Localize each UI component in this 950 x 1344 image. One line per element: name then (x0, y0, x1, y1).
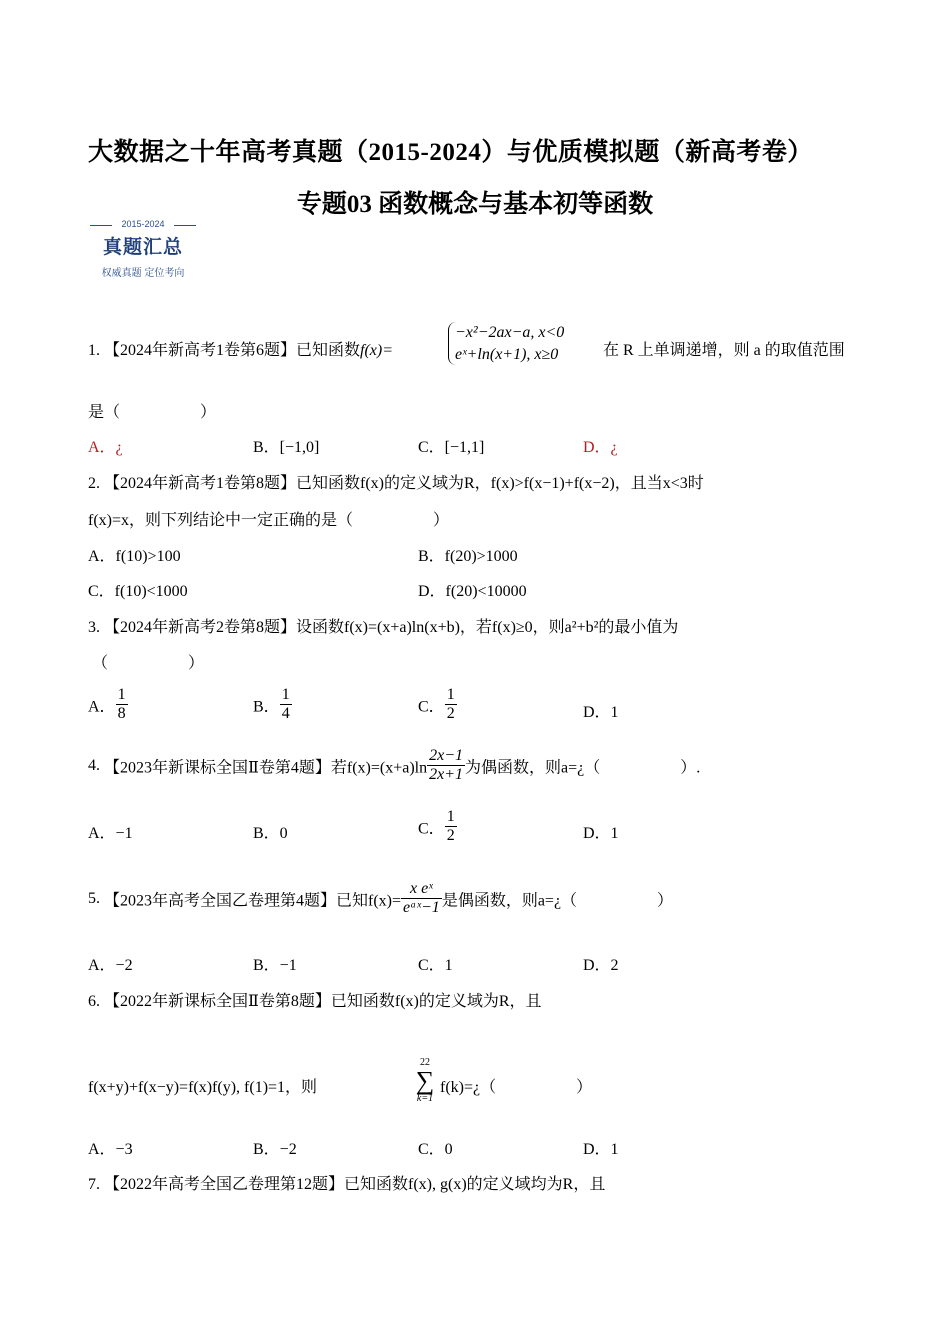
q1-case2: eˣ+ln(x+1), x≥0 (455, 345, 559, 363)
q7-line1 (88, 1171, 605, 1194)
q1-case1: −x²−2ax−a, x<0 (455, 324, 565, 341)
q1-number: 1. (88, 342, 100, 359)
q6-line2a: f(x+y)+f(x−y)=f(x)f(y), f(1)=1，则 (88, 1079, 318, 1096)
q5-option-d[interactable]: D．2 (583, 957, 619, 974)
q2-line2: f(x)=x，则下列结论中一定正确的是（ ） (88, 512, 450, 529)
q3-line1 (88, 614, 678, 637)
q4-pre: 【2023年新课标全国Ⅱ卷第4题】若f(x)=(x+a)ln (104, 759, 428, 777)
q6-number: 6. (88, 993, 100, 1010)
q3-option-a[interactable]: A． $\frac{1}{8}$ (88, 686, 126, 723)
doc-subtitle: 专题03 函数概念与基本初等函数 (296, 191, 654, 218)
q4-option-b[interactable]: B．0 (253, 825, 288, 842)
section-badge (88, 219, 198, 281)
q4-line1 (88, 747, 700, 785)
q6-option-d[interactable]: D．1 (583, 1141, 619, 1158)
badge-title: 真题汇总 (102, 237, 183, 258)
q1-cont: 是（ ） (88, 404, 217, 421)
q4-option-a[interactable]: A．−1 (88, 825, 133, 842)
q1-piecewise (448, 322, 564, 365)
q2-option-c[interactable]: C．f(10)<1000 (88, 583, 188, 600)
q1-fx: f(x)= (360, 342, 394, 359)
q1-post: 在 R 上单调递增，则 a 的取值范围 (603, 342, 845, 359)
q4-option-d[interactable]: D．1 (583, 825, 619, 842)
q2-text1: 【2024年新高考1卷第8题】已知函数f(x)的定义域为R，f(x)>f(x−1)+f(x−2)，且当x<3时 (104, 475, 704, 492)
q1-source: 【2024年新高考1卷第6题】 (104, 342, 297, 359)
q3-line2: （ ） (92, 655, 205, 672)
q2-option-a[interactable]: A．f(10)>100 (88, 548, 181, 565)
q5-number: 5. (88, 889, 100, 907)
q1-option-b[interactable]: B．[−1,0] (253, 439, 320, 456)
q5-option-c[interactable]: C．1 (418, 957, 453, 974)
q5-line1 (88, 880, 673, 918)
q3-option-b[interactable]: B． $\frac{1}{4}$ (253, 686, 290, 723)
q1-line1 (88, 337, 393, 360)
q5-fraction: $\frac{\text{x eˣ}}{\text{eᵃˣ−1}}$ (403, 880, 440, 917)
q6-text1: 【2022年新课标全国Ⅱ卷第8题】已知函数f(x)的定义域为R，且 (104, 993, 542, 1010)
badge-years: 2015-2024 (121, 219, 165, 229)
q6-option-b[interactable]: B．−2 (253, 1141, 297, 1158)
q4-post: 为偶函数，则a=¿（ ）. (465, 759, 701, 777)
q6-summation: 22 ∑ k=1 (415, 1057, 435, 1104)
q2-line1 (88, 470, 704, 493)
badge-line-right (174, 225, 196, 226)
q2-option-d[interactable]: D．f(20)<10000 (418, 583, 527, 600)
q1-option-a[interactable]: A．¿ (88, 439, 123, 456)
q3-text1: 【2024年新高考2卷第8题】设函数f(x)=(x+a)ln(x+b)，若f(x)≥0，则a²+b²的最小值为 (104, 619, 679, 636)
q2-option-b[interactable]: B．f(20)>1000 (418, 548, 518, 565)
q7-text1: 【2022年高考全国乙卷理第12题】已知函数f(x), g(x)的定义域均为R，且 (104, 1176, 606, 1193)
q5-pre: 【2023年高考全国乙卷理第4题】已知f(x)= (104, 892, 402, 910)
q4-option-c[interactable]: C． $\frac{1}{2}$ (418, 808, 455, 845)
q6-line1 (88, 988, 542, 1011)
q3-option-d[interactable]: D．1 (583, 704, 619, 721)
q6-option-a[interactable]: A．−3 (88, 1141, 133, 1158)
q1-pre: 已知函数 (296, 342, 361, 359)
q3-number: 3. (88, 619, 100, 636)
badge-tagline: 权威真题 定位考向 (101, 268, 185, 279)
q1-option-d[interactable]: D．¿ (583, 439, 618, 456)
q5-option-b[interactable]: B．−1 (253, 957, 297, 974)
q6-line2b: f(k)=¿（ ） (440, 1079, 593, 1096)
q7-number: 7. (88, 1176, 100, 1193)
q4-fraction: $\frac{2x-1}{2x+1}$ (429, 747, 464, 784)
q2-number: 2. (88, 475, 100, 492)
q3-option-c[interactable]: C． $\frac{1}{2}$ (418, 686, 455, 723)
q5-post: 是偶函数，则a=¿（ ） (441, 892, 674, 910)
q4-number: 4. (88, 756, 100, 774)
q1-option-c[interactable]: C．[−1,1] (418, 439, 485, 456)
doc-title: 大数据之十年高考真题（2015-2024）与优质模拟题（新高考卷） (88, 139, 813, 166)
q5-option-a[interactable]: A．−2 (88, 957, 133, 974)
q6-option-c[interactable]: C．0 (418, 1141, 453, 1158)
